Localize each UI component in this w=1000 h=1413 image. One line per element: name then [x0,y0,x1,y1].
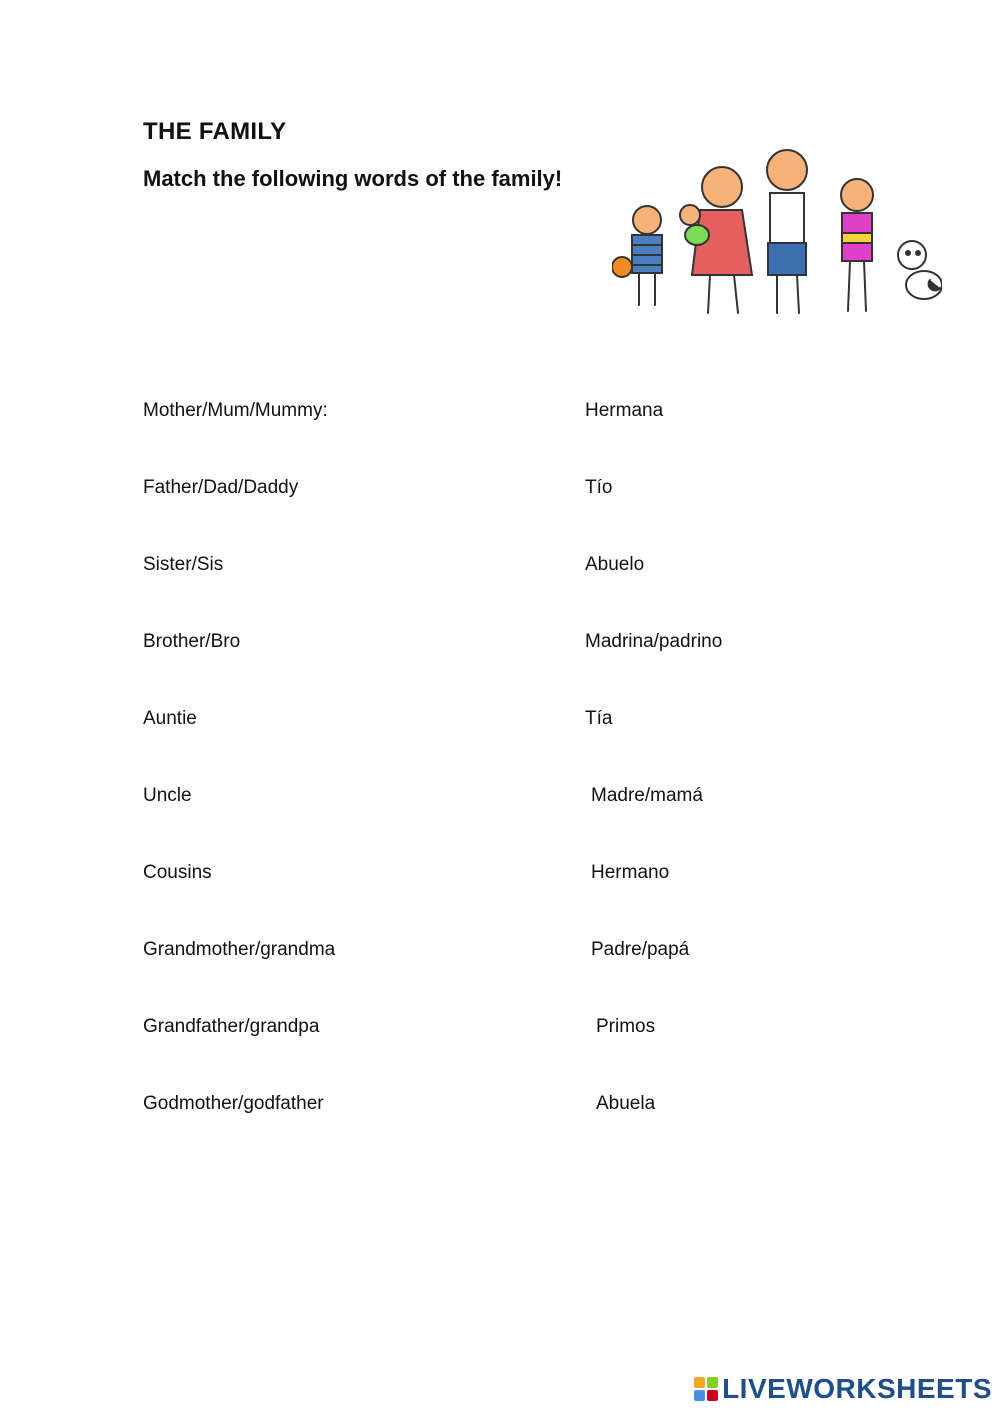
word-pair-row [0,631,1000,661]
spanish-word: Madre/mamá [591,785,703,806]
worksheet-instruction: Match the following words of the family! [143,166,563,191]
spanish-word: Hermana [585,400,664,421]
word-pair-row [0,862,1000,892]
spanish-word: Tía [585,708,613,729]
spanish-word: Abuela [596,1093,656,1114]
spanish-word: Hermano [591,862,670,883]
english-word: Grandmother/grandma [143,939,336,960]
english-word: Auntie [143,708,197,729]
word-pair-row [0,1093,1000,1123]
logo-icon [694,1377,718,1401]
logo-square-4 [707,1390,718,1401]
word-pair-row [0,785,1000,815]
spanish-word: Primos [596,1016,656,1037]
family-illustration [612,135,942,335]
logo-square-2 [707,1377,718,1388]
spanish-word: Tío [585,477,613,498]
word-pair-row [0,477,1000,507]
word-pair-row [0,400,1000,430]
logo-square-1 [694,1377,705,1388]
spanish-word: Madrina/padrino [585,631,723,652]
word-pair-row [0,554,1000,584]
word-pair-row [0,1016,1000,1046]
liveworksheets-logo [694,1373,992,1405]
english-word: Godmother/godfather [143,1093,324,1114]
worksheet-title: THE FAMILY [143,118,287,145]
english-word: Mother/Mum/Mummy: [143,400,328,421]
english-word: Cousins [143,862,212,883]
word-pair-row [0,708,1000,738]
word-pair-row [0,939,1000,969]
english-word: Sister/Sis [143,554,224,575]
english-word: Uncle [143,785,192,806]
spanish-word: Abuelo [585,554,645,575]
spanish-word: Padre/papá [591,939,690,960]
english-word: Grandfather/grandpa [143,1016,320,1037]
english-word: Father/Dad/Daddy [143,477,299,498]
brand-name: LIVEWORKSHEETS [722,1373,992,1404]
logo-square-3 [694,1390,705,1401]
english-word: Brother/Bro [143,631,241,652]
